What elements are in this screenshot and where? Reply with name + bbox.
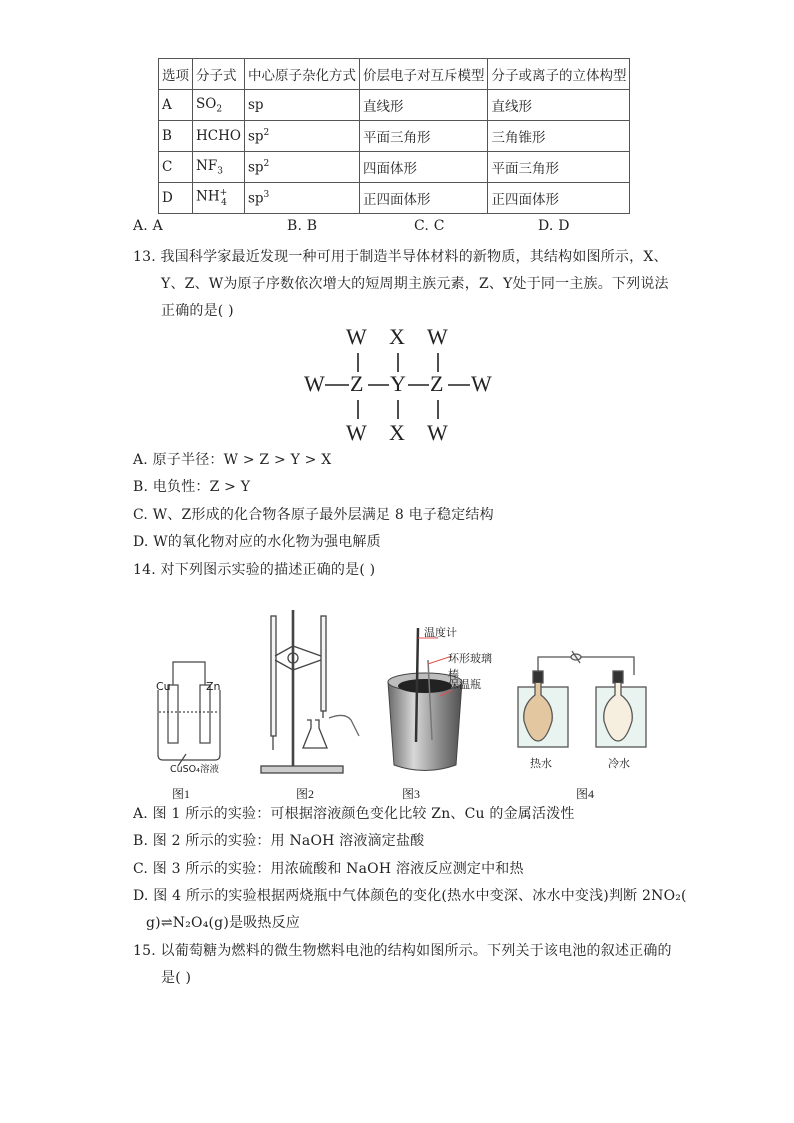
q12-choice-c[interactable]: C. C: [414, 218, 445, 234]
figure-3: [380, 620, 500, 780]
label-stirrer: 环形玻璃棒: [448, 652, 492, 681]
cell-formula: $SO_2$: [193, 90, 245, 121]
figure-4-caption: 图4: [576, 787, 595, 801]
q15-stem-line2: 是( ): [161, 970, 192, 986]
atom-x-top: X: [389, 324, 405, 349]
q13-choice-c[interactable]: C. W、Z形成的化合物各原子最外层满足 8 电子稳定结构: [133, 507, 494, 523]
q12-choice-d[interactable]: D. D: [538, 218, 570, 234]
table-row: [159, 183, 630, 214]
atom-w-right: W: [471, 371, 492, 396]
q12-choice-a[interactable]: A. A: [133, 218, 163, 234]
table-header: 选项: [159, 59, 193, 90]
cell-option: C: [159, 152, 193, 183]
cell-vsepr: 直线形: [359, 90, 488, 121]
cell-option: B: [159, 121, 193, 152]
cell-formula: $NF_3$: [193, 152, 245, 183]
q13-stem-line2: Y、Z、W为原子序数依次增大的短周期主族元素，Z、Y处于同一主族。下列说法: [161, 276, 669, 292]
q13-choice-a[interactable]: A. 原子半径：W > Z > Y > X: [133, 452, 332, 468]
q14-choice-b[interactable]: B. 图 2 所示的实验：用 NaOH 溶液滴定盐酸: [133, 833, 425, 849]
q13-stem-line3: 正确的是( ): [161, 303, 234, 319]
cell-shape: 正四面体形: [488, 183, 630, 214]
cell-shape: 直线形: [488, 90, 630, 121]
q15-stem-line1: 15. 以葡萄糖为燃料的微生物燃料电池的结构如图所示。下列关于该电池的叙述正确的: [133, 943, 672, 959]
label-cu: Cu: [156, 680, 171, 693]
cell-formula: HCHO: [193, 121, 245, 152]
atom-x-bottom: X: [389, 420, 405, 445]
q13-choice-b[interactable]: B. 电负性：Z > Y: [133, 479, 251, 495]
cell-vsepr: 正四面体形: [359, 183, 488, 214]
q14-stem: 14. 对下列图示实验的描述正确的是( ): [133, 562, 376, 578]
cell-hybrid: $sp^2$: [244, 121, 359, 152]
atom-w-left: W: [304, 371, 325, 396]
structure-diagram: [300, 322, 500, 452]
cell-shape: 平面三角形: [488, 152, 630, 183]
cell-vsepr: 平面三角形: [359, 121, 488, 152]
options-table: [158, 58, 630, 214]
q13-stem-line1: 13. 我国科学家最近发现一种可用于制造半导体材料的新物质，其结构如图所示，X、: [133, 249, 668, 265]
cell-shape: 三角锥形: [488, 121, 630, 152]
table-header: 分子式: [193, 59, 245, 90]
cell-hybrid: $sp^3$: [244, 183, 359, 214]
cell-vsepr: 四面体形: [359, 152, 488, 183]
q13-choice-d[interactable]: D. W的氧化物对应的水化物为强电解质: [133, 534, 381, 550]
figure-2: [255, 608, 365, 778]
label-thermometer: 温度计: [424, 626, 457, 639]
atom-w-bottom-right: W: [427, 420, 448, 445]
table-row: [159, 121, 630, 152]
bond-lines: [300, 322, 500, 452]
cell-option: A: [159, 90, 193, 121]
figure-1: [150, 650, 230, 775]
label-hot-water: 热水: [530, 757, 552, 770]
figure-1-caption: 图1: [172, 787, 191, 801]
table-header: 分子或离子的立体构型: [488, 59, 630, 90]
figure-3-caption: 图3: [402, 787, 421, 801]
table-header: 价层电子对互斥模型: [359, 59, 488, 90]
label-cuso4: CuSO₄溶液: [170, 764, 219, 775]
table-row: [159, 152, 630, 183]
cell-formula: $NH^+_4$: [193, 183, 245, 214]
atom-z-right: Z: [430, 371, 444, 396]
figure-4: [516, 635, 656, 775]
table-header-row: [159, 59, 630, 90]
q14-choice-c[interactable]: C. 图 3 所示的实验：用浓硫酸和 NaOH 溶液反应测定中和热: [133, 861, 524, 877]
atom-z-left: Z: [350, 371, 364, 396]
label-cup: 保温瓶: [448, 678, 481, 691]
cell-option: D: [159, 183, 193, 214]
q14-choice-a[interactable]: A. 图 1 所示的实验：可根据溶液颜色变化比较 Zn、Cu 的金属活泼性: [133, 806, 575, 822]
q12-choice-b[interactable]: B. B: [287, 218, 318, 234]
q14-choice-d-line2[interactable]: g)⇌N₂O₄(g)是吸热反应: [146, 915, 300, 931]
atom-w-top-right: W: [427, 324, 448, 349]
atom-w-bottom-left: W: [346, 420, 367, 445]
q14-choice-d-line1[interactable]: D. 图 4 所示的实验根据两烧瓶中气体颜色的变化(热水中变深、冰水中变浅)判断 2NO₂(: [133, 888, 687, 904]
atom-w-top-left: W: [346, 324, 367, 349]
table-row: [159, 90, 630, 121]
figure-2-caption: 图2: [296, 787, 315, 801]
table-header: 中心原子杂化方式: [244, 59, 359, 90]
cell-hybrid: $sp^2$: [244, 152, 359, 183]
label-zn: Zn: [206, 680, 221, 693]
cell-hybrid: sp: [244, 90, 359, 121]
atom-y-center: Y: [390, 371, 406, 396]
label-cold-water: 冷水: [608, 757, 630, 770]
